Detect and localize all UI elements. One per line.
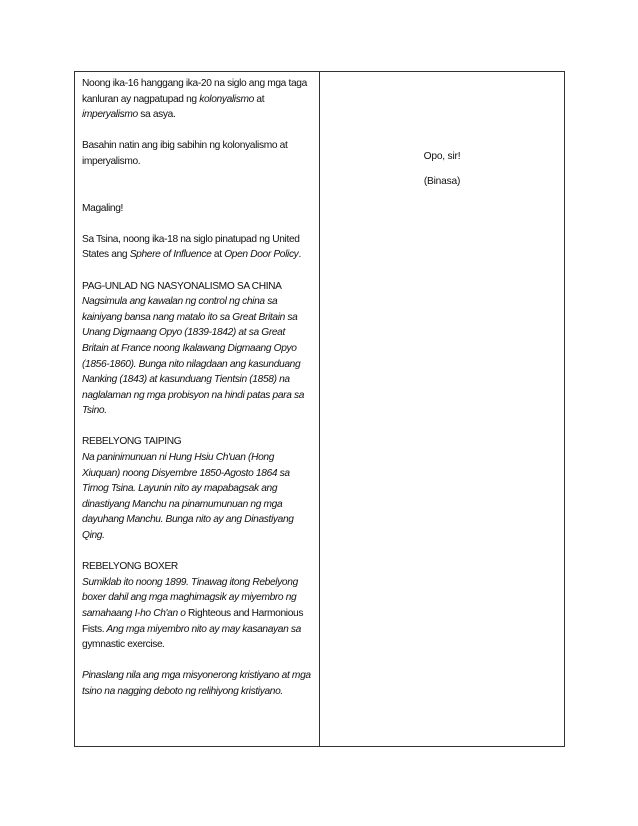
- section-heading-taiping: REBELYONG TAIPING: [82, 436, 182, 448]
- policy-paragraph: Sa Tsina, noong ika-18 na siglo pinatupad ng United States ang Sphere of Influence at Open Door Policy.: [82, 233, 301, 261]
- lesson-table: [74, 71, 565, 747]
- section-heading-nationalism: PAG-UNLAD NG NASYONALISMO SA CHINA: [82, 280, 282, 292]
- student-response-2: (Binasa): [423, 176, 461, 187]
- section-heading-boxer: REBELYONG BOXER: [82, 561, 178, 573]
- section-body-boxer-2: Pinaslang nila ang mga misyonerong kristiyano at mga tsino na nagging deboto ng relihiyong kristiyano.: [82, 670, 311, 697]
- praise-text: Magaling!: [82, 202, 124, 214]
- reading-instruction: Basahin natin ang ibig sabihin ng kolonyalismo at imperyalismo.: [82, 140, 288, 167]
- intro-paragraph: Noong ika-16 hanggang ika-20 na siglo ang mga taga kanluran ay nagpatupad ng kolonyalismo at imperyalismo sa asya.: [82, 78, 307, 121]
- student-response-1: Opo, sir!: [423, 151, 461, 162]
- section-body-boxer: Sumiklab ito noong 1899. Tinawag itong Rebelyong boxer dahil ang mga maghimagsik ay miyembro ng samahaang I-ho Ch'an o Righteous and Harmonious Fists. Ang mga miyembro nito ay may kasanayan sa gymnastic exercise.: [82, 576, 304, 651]
- section-body-nationalism: Nagsimula ang kawalan ng control ng china sa kainiyang bansa nang matalo ito sa Great Britain sa Unang Digmaang Opyo (1839-1842) at sa Great Britain at France noong Ikalawang Digmaang Opyo (1856-1860). Bunga nito nilagdaan ang kasunduang Nanking (1843) at kasunduang Tientsin (1858) na naglalaman ng mga probisyon na hindi patas para sa Tsino.: [82, 296, 305, 417]
- student-column: [320, 72, 564, 746]
- teacher-column: [75, 72, 320, 746]
- section-body-taiping: Na paninimunuan ni Hung Hsiu Ch'uan (Hong Xiuquan) noong Disyembre 1850-Agosto 1864 sa Timog Tsina. Layunin nito ay mapabagsak ang dinastiyang Manchu na pinamumunuan ng mga dayuhang Manchu. Bunga nito ay ang Dinastiyang Qing.: [82, 452, 294, 542]
